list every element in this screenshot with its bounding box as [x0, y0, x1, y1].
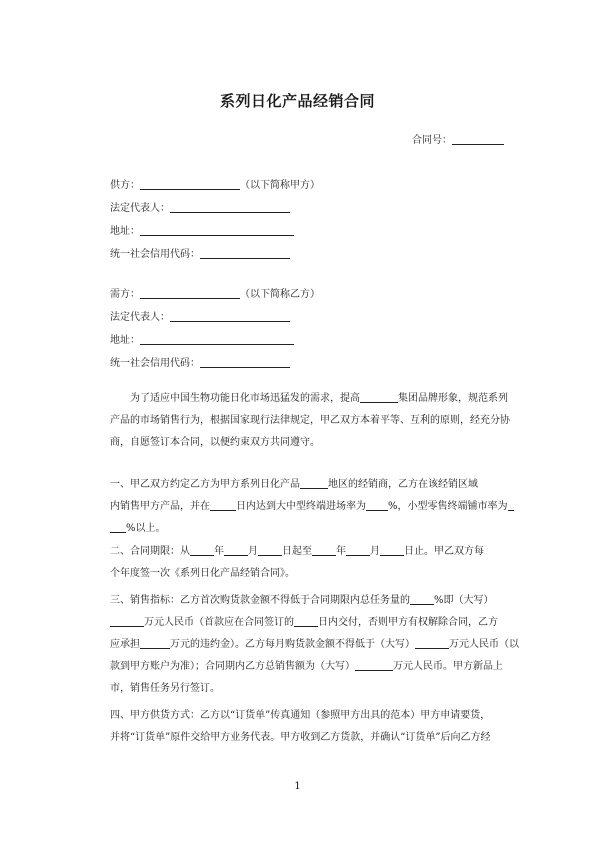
- clause-3: [110, 590, 519, 700]
- buyer-line: [110, 285, 320, 300]
- blank: [110, 521, 126, 533]
- buyer-rep-line: [110, 308, 290, 323]
- clause-text: 二、合同期限：从: [110, 546, 190, 557]
- supplier-credit-line: [110, 245, 290, 260]
- buyer-rep-label: 法定代表人：: [110, 312, 170, 323]
- contract-number-blank: [452, 133, 504, 145]
- clause-text: 万元人民币（以: [449, 639, 519, 650]
- blank: [258, 544, 282, 556]
- supplier-line: [110, 176, 320, 191]
- buyer-suffix: （以下简称乙方）: [240, 289, 320, 300]
- contract-number-label: 合同号：: [412, 135, 452, 146]
- page-number: 1: [294, 781, 301, 792]
- blank: [346, 544, 370, 556]
- clause-text: %即（大写）: [434, 595, 494, 606]
- clause-line: [110, 496, 506, 518]
- supplier-suffix: （以下简称甲方）: [240, 180, 320, 191]
- clause-line: [110, 518, 506, 540]
- clause-line: [110, 634, 519, 656]
- supplier-label: 供方：: [110, 180, 140, 191]
- clause-line: [110, 590, 506, 612]
- blank: [140, 637, 170, 649]
- buyer-rep-blank: [170, 310, 290, 322]
- intro-line: 商，自愿签订本合同，以便约束双方共同遵守。: [110, 437, 320, 448]
- buyer-credit-line: [110, 354, 290, 369]
- clause-line: 并将“订货单”原件交给甲方业务代表。甲方收到乙方货款，并确认“订货单”后向乙方经: [110, 732, 491, 743]
- clause-text: 一、甲乙双方约定乙方为甲方系列日化产品: [110, 479, 300, 490]
- clause-line: 四、甲方供货方式：乙方以“订货单”传真通知（参照甲方出具的范本）甲方申请要货，: [110, 710, 491, 721]
- supplier-credit-label: 统一社会信用代码：: [110, 249, 200, 260]
- clause-text: 应承担: [110, 639, 140, 650]
- intro-text: 为了适应中国生物功能日化市场迅猛发的需求，提高: [130, 393, 360, 404]
- supplier-address-blank: [140, 224, 294, 236]
- buyer-blank: [140, 287, 240, 299]
- clause-1: [110, 474, 506, 540]
- clause-4: [110, 705, 506, 749]
- clause-text: 地区的经销商，乙方在该经销区域: [328, 479, 478, 490]
- clause-text: 内销售甲方产品，并在: [110, 501, 210, 512]
- clause-text: 日起至: [282, 546, 312, 557]
- clause-text: 月: [248, 546, 258, 557]
- blank: [410, 593, 434, 605]
- clause-line: [110, 612, 506, 634]
- document-title: 系列日化产品经销合同: [219, 92, 375, 110]
- clause-line: [110, 656, 506, 678]
- supplier-address-line: [110, 222, 294, 237]
- buyer-credit-blank: [200, 356, 290, 368]
- clause-text: 万元人民币。甲方新品上: [393, 661, 503, 672]
- clause-text: 款到甲方账户为准）；合同期内乙方总销售额为（大写）: [110, 661, 355, 672]
- supplier-blank: [140, 178, 240, 190]
- clause-text: 年: [336, 546, 346, 557]
- clause-text: 日止。甲乙双方每: [404, 546, 484, 557]
- blank: [360, 391, 398, 403]
- blank: [294, 615, 318, 627]
- clause-line: [110, 541, 506, 563]
- contract-number: [412, 131, 504, 146]
- buyer-address-label: 地址：: [110, 335, 140, 346]
- clause-text: 三、销售指标：乙方首次购货款金额不得低于合同期限内总任务量的: [110, 595, 410, 606]
- intro-text: 集团品牌形象，规范系列: [398, 393, 508, 404]
- clause-text: 日内交付，否则甲方有权解除合同，乙方: [318, 617, 498, 628]
- blank: [380, 544, 404, 556]
- blank: [415, 637, 449, 649]
- supplier-rep-label: 法定代表人：: [110, 203, 170, 214]
- supplier-rep-blank: [170, 201, 290, 213]
- clause-line: [110, 474, 506, 496]
- blank: [224, 544, 248, 556]
- blank: [300, 477, 328, 489]
- buyer-address-blank: [140, 333, 294, 345]
- buyer-label: 需方：: [110, 289, 140, 300]
- clause-line: 市，销售任务另行签订。: [110, 683, 220, 694]
- intro-line: 产品的市场销售行为，根据国家现行法律规定，甲乙双方本着平等、互利的原则，经充分协: [110, 415, 510, 426]
- buyer-credit-label: 统一社会信用代码：: [110, 358, 200, 369]
- clause-text: 年: [214, 546, 224, 557]
- clause-text: 万元的违约金）。乙方每月购货款金额不得低于（大写）: [170, 639, 415, 650]
- supplier-rep-line: [110, 199, 290, 214]
- blank: [312, 544, 336, 556]
- blank: [190, 544, 214, 556]
- clause-line: 个年度签一次《系列日化产品经销合同》。: [110, 568, 295, 579]
- supplier-credit-blank: [200, 247, 290, 259]
- blank: [355, 659, 393, 671]
- clause-2: [110, 541, 506, 585]
- blank: [210, 499, 236, 511]
- clause-text: 日内达到大中型终端进场率为: [236, 501, 366, 512]
- supplier-address-label: 地址：: [110, 226, 140, 237]
- blank: [366, 499, 388, 511]
- clause-text: %，小型零售终端铺市率为: [388, 501, 508, 512]
- buyer-address-line: [110, 331, 294, 346]
- clause-text: %以上。: [126, 523, 166, 534]
- blank: [508, 499, 514, 511]
- intro-line: [110, 388, 506, 410]
- intro-paragraph: [110, 388, 510, 454]
- blank: [110, 615, 144, 627]
- clause-text: 万元人民币（首款应在合同签订的: [144, 617, 294, 628]
- clause-text: 月: [370, 546, 380, 557]
